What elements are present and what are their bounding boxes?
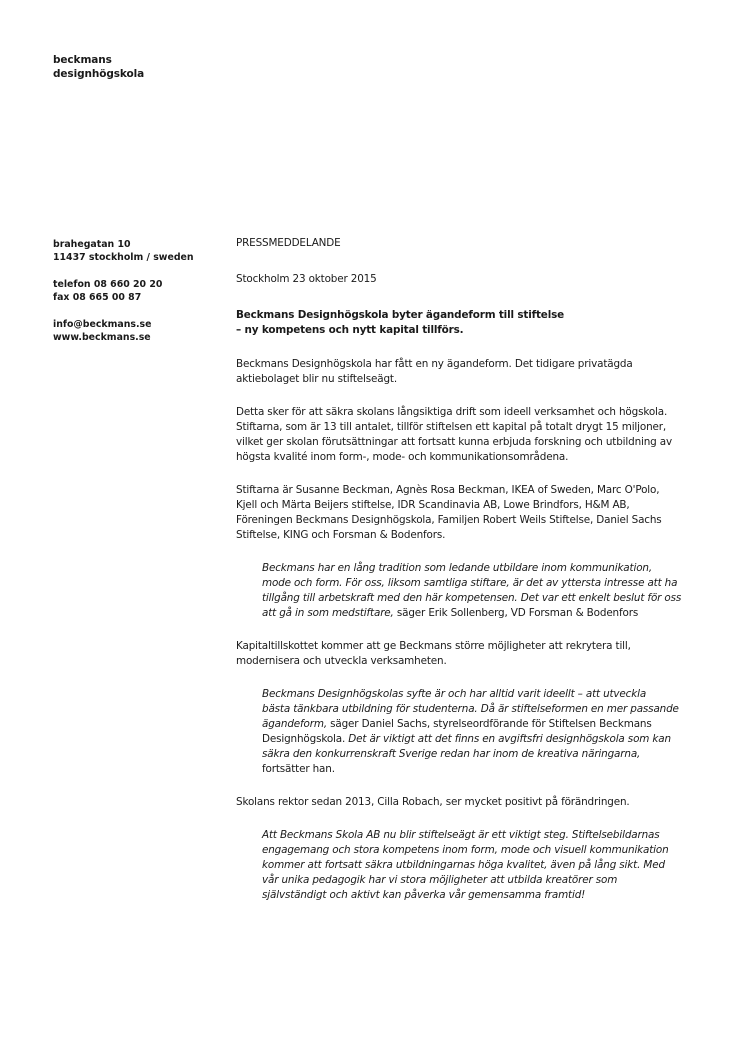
address-city: 11437 stockholm / sweden (53, 252, 194, 263)
website-link[interactable]: www.beckmans.se (53, 332, 151, 343)
paragraph-2 (236, 405, 706, 465)
quote-2 (262, 687, 706, 777)
fax-number: fax 08 665 00 87 (53, 292, 142, 303)
quote-line: Beckmans har en lång tradition som ledande utbildare inom kommunikation, (262, 562, 652, 574)
text-line: vilket ger skolan förutsättningar att fortsatt kunna erbjuda forskning och utbildning av (236, 436, 672, 448)
text-line: modernisera och utveckla verksamheten. (236, 655, 447, 667)
quote-line: säkra den konkurrenskraft Sverige redan har inom de kreativa näringarna, (262, 748, 641, 760)
logo-line-1: beckmans (53, 54, 112, 66)
headline (236, 308, 706, 338)
paragraph-3 (236, 483, 706, 543)
quote-line: bästa tänkbara utbildning för studenterna. Då är stiftelseformen en mer passande (262, 703, 679, 715)
text-line: Stiftarna är Susanne Beckman, Agnès Rosa Beckman, IKEA of Sweden, Marc O'Polo, (236, 484, 660, 496)
quote-text: att gå in som medstiftare, (262, 607, 394, 619)
quote-line: kommer att fortsatt säkra utbildningarnas höga kvalitet, även på lång sikt. Med (262, 859, 665, 871)
quote-attribution: säger Daniel Sachs, styrelseordförande för Stiftelsen Beckmans (326, 718, 652, 730)
quote-text: Det är viktigt att det finns en avgiftsfri designhögskola som kan (345, 733, 671, 745)
phone-block (53, 278, 213, 304)
quote-attribution: Designhögskola. (262, 733, 346, 745)
quote-attribution-line: fortsätter han. (262, 763, 335, 775)
quote-line-with-attribution (262, 717, 706, 732)
quote-1 (262, 561, 706, 621)
text-line: Kapitaltillskottet kommer att ge Beckmans större möjligheter att rekrytera till, (236, 640, 631, 652)
quote-line: självständigt och aktivt kan påverka vår gemensamma framtid! (262, 889, 586, 901)
dateline: Stockholm 23 oktober 2015 (236, 273, 377, 285)
text-line: Beckmans Designhögskola har fått en ny ägandeform. Det tidigare privatägda (236, 358, 633, 370)
text-line: Föreningen Beckmans Designhögskola, Familjen Robert Weils Stiftelse, Daniel Sachs (236, 514, 662, 526)
quote-line: Beckmans Designhögskolas syfte är och har alltid varit ideellt – att utveckla (262, 688, 647, 700)
address-block (53, 238, 213, 264)
text-line: högsta kvalité inom form-, mode- och kommunikationsområdena. (236, 451, 569, 463)
quote-line: mode och form. För oss, liksom samtliga stiftare, är det av yttersta intresse att ha (262, 577, 678, 589)
quote-text: ägandeform, (262, 718, 327, 730)
web-block (53, 318, 213, 344)
document-label: PRESSMEDDELANDE (236, 237, 341, 249)
paragraph-1 (236, 357, 706, 387)
text-line: Kjell och Märta Beijers stiftelse, IDR Scandinavia AB, Lowe Brindfors, H&M AB, (236, 499, 630, 511)
headline-line-2: – ny kompetens och nytt kapital tillförs. (236, 324, 464, 336)
press-release-body (236, 236, 706, 921)
quote-line: tillgång till arbetskraft med den här kompetensen. Det var ett enkelt beslut för oss (262, 592, 682, 604)
text-line: Detta sker för att säkra skolans långsiktiga drift som ideell verksamhet och högskola. (236, 406, 668, 418)
logo (53, 53, 144, 81)
quote-line-with-attribution (262, 606, 706, 621)
text-line: Skolans rektor sedan 2013, Cilla Robach, ser mycket positivt på förändringen. (236, 796, 630, 808)
text-line: Stiftarna, som är 13 till antalet, tillför stiftelsen ett kapital på totalt drygt 15 miljoner, (236, 421, 667, 433)
contact-sidebar (53, 238, 213, 358)
quote-3 (262, 828, 706, 903)
logo-line-2: designhögskola (53, 68, 145, 80)
paragraph-5 (236, 795, 706, 810)
paragraph-4 (236, 639, 706, 669)
quote-line: Att Beckmans Skola AB nu blir stiftelseägt är ett viktigt steg. Stiftelsebildarnas (262, 829, 660, 841)
headline-line-1: Beckmans Designhögskola byter ägandeform till stiftelse (236, 309, 565, 321)
text-line: Stiftelse, KING och Forsman & Bodenfors. (236, 529, 446, 541)
quote-attribution: säger Erik Sollenberg, VD Forsman & Bodenfors (393, 607, 639, 619)
email-link[interactable]: info@beckmans.se (53, 319, 152, 330)
quote-line: engagemang och stora kompetens inom form, mode och visuell kommunikation (262, 844, 669, 856)
quote-line-with-attribution (262, 732, 706, 747)
text-line: aktiebolaget blir nu stiftelseägt. (236, 373, 397, 385)
address-street: brahegatan 10 (53, 239, 131, 250)
quote-line: vår unika pedagogik har vi stora möjligheter att utbilda kreatörer som (262, 874, 618, 886)
phone-number: telefon 08 660 20 20 (53, 279, 163, 290)
